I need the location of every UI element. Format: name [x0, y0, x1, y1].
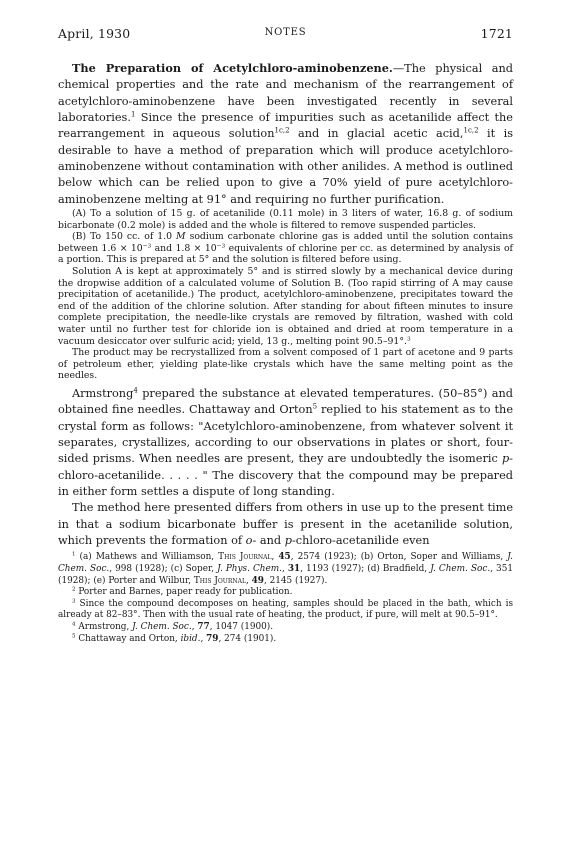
- discussion-paragraph-2: The method here presented differs from others in use up to the present time in that a sodium bicarbonate buffer is present in the acetanilide solution, which prevents the formation of o- and p-chloro-acetanilide even: [58, 501, 513, 548]
- footnote-ref: 4: [133, 386, 138, 395]
- header-date: April, 1930: [58, 26, 131, 41]
- intro-text: and in glacial acetic acid,: [289, 127, 464, 141]
- footnote-5: $^5$ Chattaway and Orton, ibid., 79, 274 (1901).: [72, 633, 277, 644]
- footnotes: [58, 552, 513, 645]
- intro-text: —The physical and chemical properties and the rate and mechanism of the rearrangement of acetylchloro-aminobenzene have been investigated recently in several laboratories.: [58, 62, 513, 125]
- footnote-3: $^3$ Since the compound decomposes on heating, samples should be placed in the bath, which is already at 82–83°. Then with the usual rate of heating, the product, if pure, will melt at 90.5–91°.: [58, 598, 513, 621]
- footnote-ref: 1c,2: [463, 127, 479, 136]
- procedure-b: (B) To 150 cc. of 1.0 M sodium carbonate chlorine gas is added until the solution contains between $1.6 \times 10^{-3}$ and $1.8 \times 10^{-3}$ equivalents of chlorine per cc. as determined by analysis of a portion. This is prepared at 5° and the solution is filtered before using.: [58, 231, 513, 266]
- discussion-paragraph-1: Armstrong$^4$ prepared the substance at elevated temperatures. (50–85°) and obtained fine needles. Chattaway and Orton$^5$ replied to his statement as to the crystal form as follows: "Acetylchloro-aminobenzene, from whatever solvent it separates, crystallizes, according to our observations in plates or short, four-sided prisms. When needles are present, they are undoubtedly the isomeric p-chloro-acetanilide. . . . . " The discovery that the compound may be prepared in either form settles a dispute of long standing.: [58, 386, 513, 499]
- footnote-2: $^2$ Porter and Barnes, paper ready for publication.: [72, 586, 293, 598]
- intro-text: Since the presence of impurities such as acetanilide affect the rearrangement in aqueous solution: [58, 111, 513, 141]
- footnote-4: $^4$ Armstrong, J. Chem. Soc., 77, 1047 (1900).: [72, 621, 274, 632]
- footnote-ref: 1c,2: [274, 127, 290, 136]
- intro-text: it is desirable to have a method of preparation which will produce acetylchloro-aminobenzene without contamination with other anilides. A method is outlined below which can be relied upon to give a 70% yield of pure acetylchloro-aminobenzene melting at 91° and requiring no further purification.: [58, 127, 513, 206]
- footnote-ref: 5: [312, 403, 318, 412]
- footnote-1: $^1$ (a) Mathews and Williamson, This Journal, 45, 2574 (1923); (b) Orton, Soper and Williams, J. Chem. Soc., 998 (1928); (c) Soper, J. Phys. Chem., 31, 1193 (1927); (d) Bradfield, J. Chem. Soc., 351 (1928); (e) Porter and Wilbur, This Journal, 49, 2145 (1927).: [58, 552, 513, 586]
- page-body: [58, 60, 513, 645]
- footnote-ref: 1: [130, 110, 136, 119]
- footnote-ref: 3: [406, 336, 411, 343]
- procedure-a: (A) To a solution of 15 g. of acetanilide (0.11 mole) in 3 liters of water, 16.8 g. of sodium bicarbonate (0.2 mole) is added and the whole is filtered to remove suspended particles.: [58, 208, 513, 231]
- intro-paragraph: [58, 60, 513, 208]
- article-title: The Preparation of Acetylchloro-aminobenzene.: [72, 61, 393, 75]
- procedure-d: The product may be recrystallized from a solvent composed of 1 part of acetone and 9 parts of petroleum ether, yielding plate-like crystals which have the same melting point as the needles.: [58, 347, 513, 382]
- procedure-c: Solution A is kept at approximately 5° and is stirred slowly by a mechanical device during the dropwise addition of a calculated volume of Solution B. (Too rapid stirring of A may cause precipitation of acetanilide.) The product, acetylchloro-aminobenzene, precipitates toward the end of the addition of the chlorine solution. After standing for about fifteen minutes to insure complete precipitation, the needle-like crystals are removed by filtration, washed with cold water until no further test for chloride ion is obtained and dried at room temperature in a vacuum desiccator over sulfuric acid; yield, 13 g., melting point 90.5–91°.$^3$: [58, 266, 513, 347]
- header-section: NOTES: [264, 27, 307, 38]
- running-header: [58, 26, 513, 44]
- header-page-number: 1721: [480, 26, 513, 41]
